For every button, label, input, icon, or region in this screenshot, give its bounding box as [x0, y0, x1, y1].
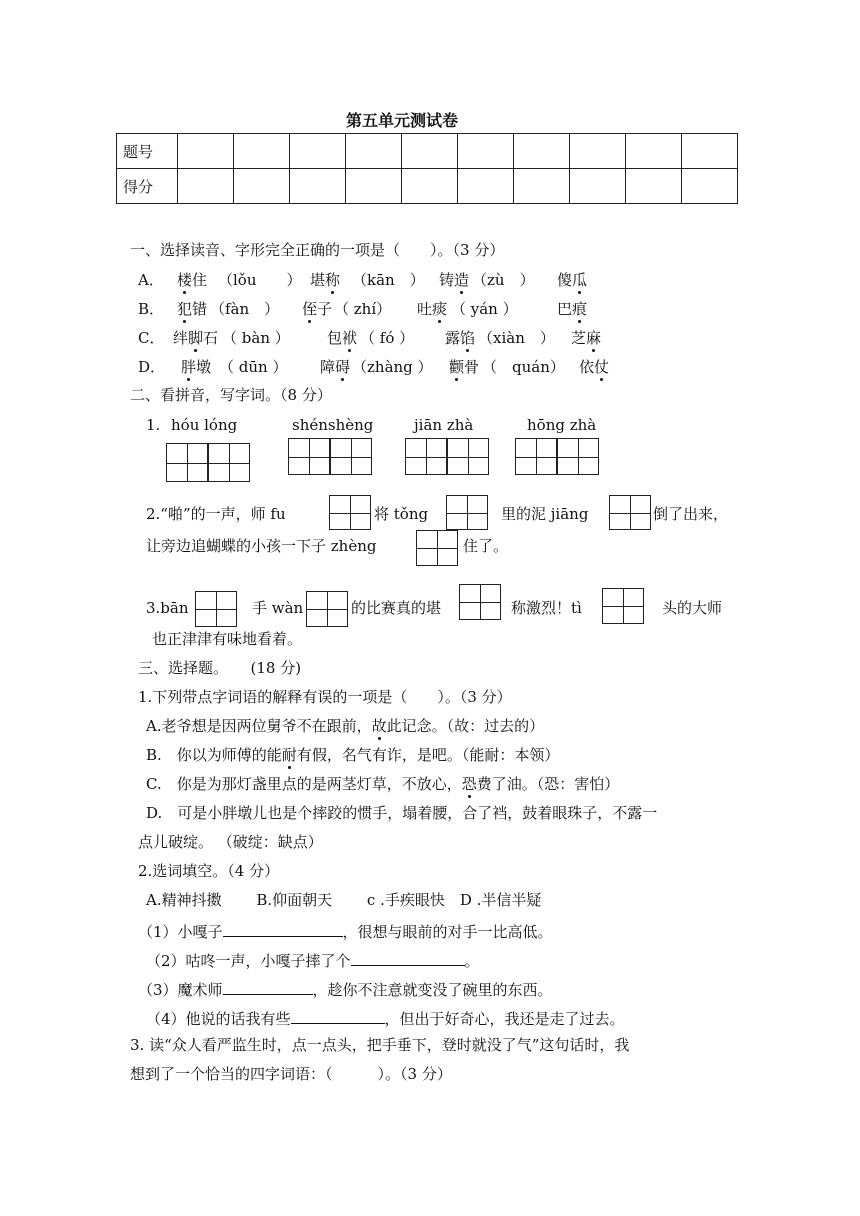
option-label: C． [138, 329, 165, 347]
option-pinyin-1: （fàn ） [210, 300, 280, 318]
score-cell [178, 169, 234, 204]
answer-blank[interactable] [223, 922, 343, 937]
writing-box[interactable] [306, 591, 348, 627]
score-cell [570, 134, 626, 169]
score-cell [458, 134, 514, 169]
score-cell [346, 134, 402, 169]
writing-box[interactable] [416, 530, 458, 566]
q3-3-line1: 3. 读“众人看严监生时，点一点头，把手垂下，登时就没了气”这句话时，我 [130, 1036, 630, 1054]
q3-3-line2: 想到了一个恰当的四字词语：（ ）。（3 分） [130, 1065, 452, 1083]
option-pinyin-3: （xiàn ） [478, 329, 555, 347]
writing-box[interactable] [515, 438, 557, 475]
q3-2-stem: 2.选词填空。（4 分） [138, 862, 280, 880]
score-cell [346, 169, 402, 204]
option-pinyin-3: （zù ） [472, 271, 535, 289]
option-label: A． [138, 271, 164, 289]
q3-2-fill-4: （4）他说的话我有些 ，但出于好奇心，我还是走了过去。 [146, 1010, 625, 1028]
score-table-row [117, 134, 738, 169]
score-cell [626, 169, 682, 204]
writing-box[interactable] [602, 588, 644, 624]
sentence-text: 住了。 [463, 537, 509, 555]
option-pinyin-3: （ quán） [482, 358, 565, 376]
option-word-2: 包袱 [327, 329, 358, 347]
score-cell [626, 134, 682, 169]
option-word-2: 障碍 [320, 358, 351, 376]
q3-2-fill-2: （2）咕咚一声，小嘎子摔了个 。 [146, 952, 480, 970]
sentence-text: 也正津津有味地看着。 [152, 630, 303, 648]
q2-item-number: 1. [146, 416, 161, 434]
writing-box[interactable] [459, 584, 501, 620]
option-word-1: 楼住 [177, 271, 208, 289]
score-cell [234, 169, 290, 204]
q3-2-fill-1: （1）小嘎子 ，很想与眼前的对手一比高低。 [138, 923, 553, 941]
option-pinyin-2: （ zhí） [334, 300, 392, 318]
q3-heading: 三、选择题。 (18 分) [138, 659, 302, 677]
q3-2-fill-3: （3）魔术师 ，趁你不注意就变没了碗里的东西。 [138, 981, 553, 999]
writing-box[interactable] [609, 495, 651, 530]
row-label-question-number: 题号 [117, 134, 178, 169]
sentence-text: 倒了出来， [653, 505, 729, 523]
score-cell [402, 169, 458, 204]
q3-1-option-c: C. 你是为那灯盏里点的是两茎灯草，不放心，恐费了油。（恐：害怕） [146, 775, 620, 793]
score-cell [234, 134, 290, 169]
writing-box[interactable] [405, 438, 447, 475]
sentence-text: 的比赛真的堪 [351, 599, 442, 617]
writing-box[interactable] [288, 438, 330, 475]
q3-1-stem: 1.下列带点字词语的解释有误的一项是（ ）。（3 分） [138, 688, 512, 706]
option-word-2: 堪称 [310, 271, 341, 289]
score-cell [458, 169, 514, 204]
option-pinyin-1: （ dūn ） [219, 358, 288, 376]
writing-box[interactable] [330, 438, 372, 475]
score-cell [514, 169, 570, 204]
option-word-4: 依仗 [579, 358, 610, 376]
option-word-3: 吐痰 [417, 300, 448, 318]
q1-heading: 一、选择读音、字形完全正确的一项是（ ）。（3 分） [130, 241, 505, 259]
page-title: 第五单元测试卷 [346, 111, 459, 130]
pinyin-prompt: hōng zhà [527, 416, 597, 434]
score-cell [290, 134, 346, 169]
answer-blank[interactable] [351, 951, 465, 966]
option-pinyin-2: （ fó ） [360, 329, 415, 347]
option-word-2: 侄子 [302, 300, 333, 318]
option-pinyin-2: （zhàng ） [352, 358, 433, 376]
score-table-row [117, 169, 738, 204]
answer-blank[interactable] [223, 980, 313, 995]
sentence-text: 3.bān [146, 599, 189, 617]
option-word-3: 露馅 [445, 329, 476, 347]
score-cell [570, 169, 626, 204]
row-label-score: 得分 [117, 169, 178, 204]
sentence-text: 2.“啪”的一声，师 fu [146, 505, 286, 523]
option-pinyin-1: （ bàn ） [222, 329, 290, 347]
option-word-3: 颧骨 [449, 358, 480, 376]
option-word-4: 傻瓜 [557, 271, 588, 289]
writing-box[interactable] [166, 443, 208, 482]
writing-box[interactable] [208, 443, 250, 482]
score-table [116, 133, 738, 204]
sentence-text: 里的泥 jiāng [501, 505, 589, 523]
q3-1-option-d-line2: 点儿破绽。 （破绽：缺点） [138, 833, 323, 851]
option-pinyin-2: （kān ） [352, 271, 425, 289]
sentence-text: 让旁边追蝴蝶的小孩一下子 zhèng [146, 537, 377, 555]
pinyin-prompt: hóu lóng [171, 416, 238, 434]
option-pinyin-3: （ yán ） [451, 300, 518, 318]
sentence-text: 将 tǒng [374, 505, 429, 523]
q3-1-option-d-line1: D. 可是小胖墩儿也是个摔跤的惯手，塌着腰，合了裆，鼓着眼珠子，不露一 [146, 804, 658, 822]
sentence-text: 称激烈！tì [511, 599, 582, 617]
option-label: B． [138, 300, 165, 318]
sentence-text: 头的大师 [662, 599, 723, 617]
option-word-4: 巴痕 [557, 300, 588, 318]
score-cell [178, 134, 234, 169]
option-word-4: 芝麻 [571, 329, 602, 347]
score-cell [402, 134, 458, 169]
writing-box[interactable] [446, 495, 488, 530]
option-word-1: 胖墩 [181, 358, 212, 376]
score-cell [682, 169, 738, 204]
pinyin-prompt: shénshèng [292, 416, 374, 434]
score-cell [290, 169, 346, 204]
option-word-3: 铸造 [439, 271, 470, 289]
option-word-1: 绊脚石 [173, 329, 219, 347]
score-cell [682, 134, 738, 169]
score-cell [514, 134, 570, 169]
q3-1-option-a: A.老爷想是因两位舅爷不在跟前，故此记念。（故：过去的） [146, 717, 545, 735]
writing-box[interactable] [557, 438, 599, 475]
option-word-1: 犯错 [177, 300, 208, 318]
sentence-text: 手 wàn [252, 599, 304, 617]
option-pinyin-1: （lǒu ） [218, 271, 302, 289]
writing-box[interactable] [447, 438, 489, 475]
option-label: D． [138, 358, 166, 376]
writing-box[interactable] [329, 495, 371, 530]
answer-blank[interactable] [291, 1009, 385, 1024]
q3-1-option-b: B. 你以为师傅的能耐有假，名气有诈，是吧。（能耐：本领） [146, 746, 560, 764]
q3-2-options: A.精神抖擞 B.仰面朝天 c .手疾眼快 D .半信半疑 [146, 891, 542, 909]
pinyin-prompt: jiān zhà [414, 416, 474, 434]
writing-box[interactable] [195, 591, 237, 627]
q2-heading: 二、看拼音，写字词。（8 分） [130, 386, 332, 404]
